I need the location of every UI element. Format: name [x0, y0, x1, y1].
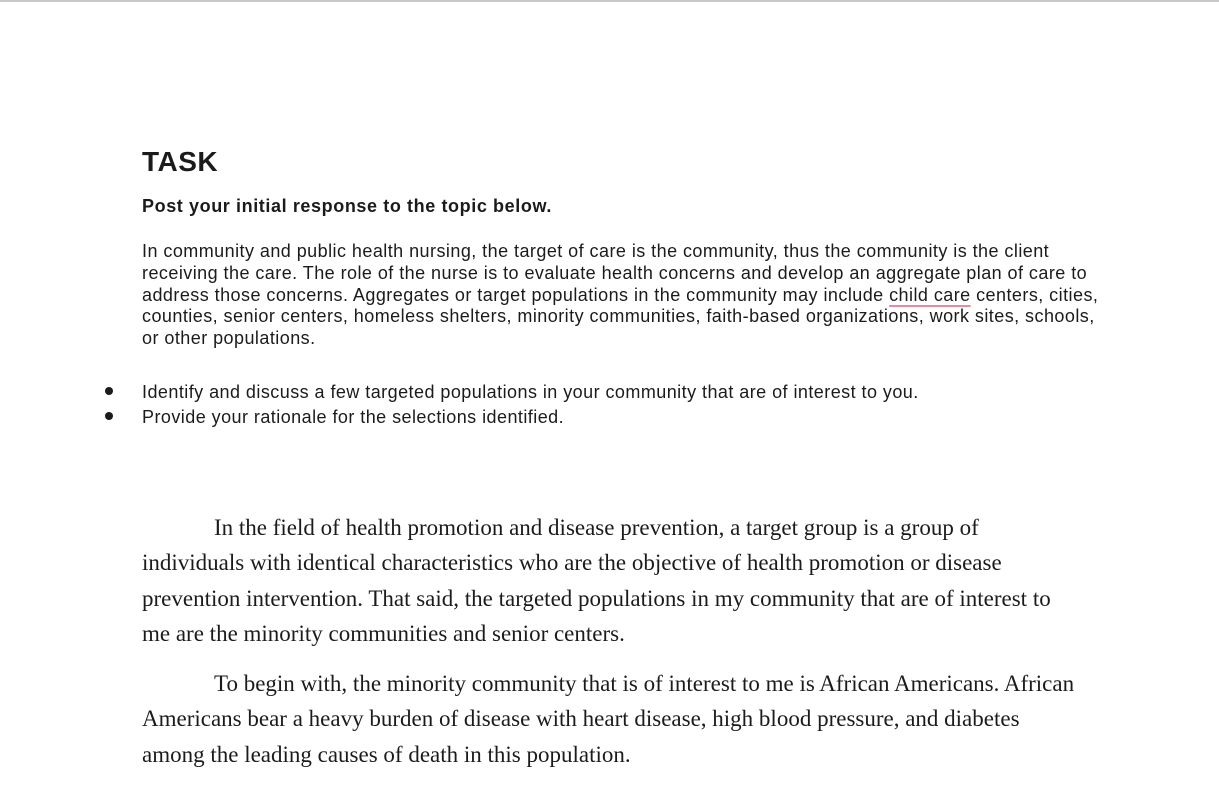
bullet-icon	[105, 412, 113, 420]
intro-text-after: centers, cities, counties, senior centers, homeless shelters, minority communities, faith-based organizations, work sites, schools, or other populations.	[142, 284, 1099, 349]
task-bullet-list	[142, 380, 919, 430]
list-item	[142, 380, 919, 405]
essay-paragraph-1: In the field of health promotion and disease prevention, a target group is a group of individuals with identical characteristics who are the objective of health promotion or disease prevention intervention. That said, the targeted populations in my community that are of interest to me are the minority communities and senior centers.	[142, 515, 1051, 646]
bullet-icon	[105, 387, 113, 395]
task-heading: TASK	[142, 146, 219, 177]
bullet-text: Identify and discuss a few targeted populations in your community that are of interest to you.	[142, 382, 919, 402]
task-intro-paragraph	[142, 241, 1102, 350]
essay-body	[142, 510, 1082, 787]
bullet-text: Provide your rationale for the selections identified.	[142, 407, 565, 427]
essay-paragraph-2: To begin with, the minority community that is of interest to me is African Americans. African Americans bear a heavy burden of disease with heart disease, high blood pressure, and diabetes among the leading causes of death in this population.	[142, 671, 1075, 767]
task-instruction: Post your initial response to the topic below.	[142, 196, 552, 216]
list-item	[142, 405, 919, 430]
spellcheck-flagged-word[interactable]: child care	[889, 284, 971, 305]
intro-text-before: In community and public health nursing, the target of care is the community, thus the community is the client receiving the care. The role of the nurse is to evaluate health concerns and develop an aggregate plan of care to address those concerns. Aggregates or target populations in the community may include	[142, 241, 1088, 305]
